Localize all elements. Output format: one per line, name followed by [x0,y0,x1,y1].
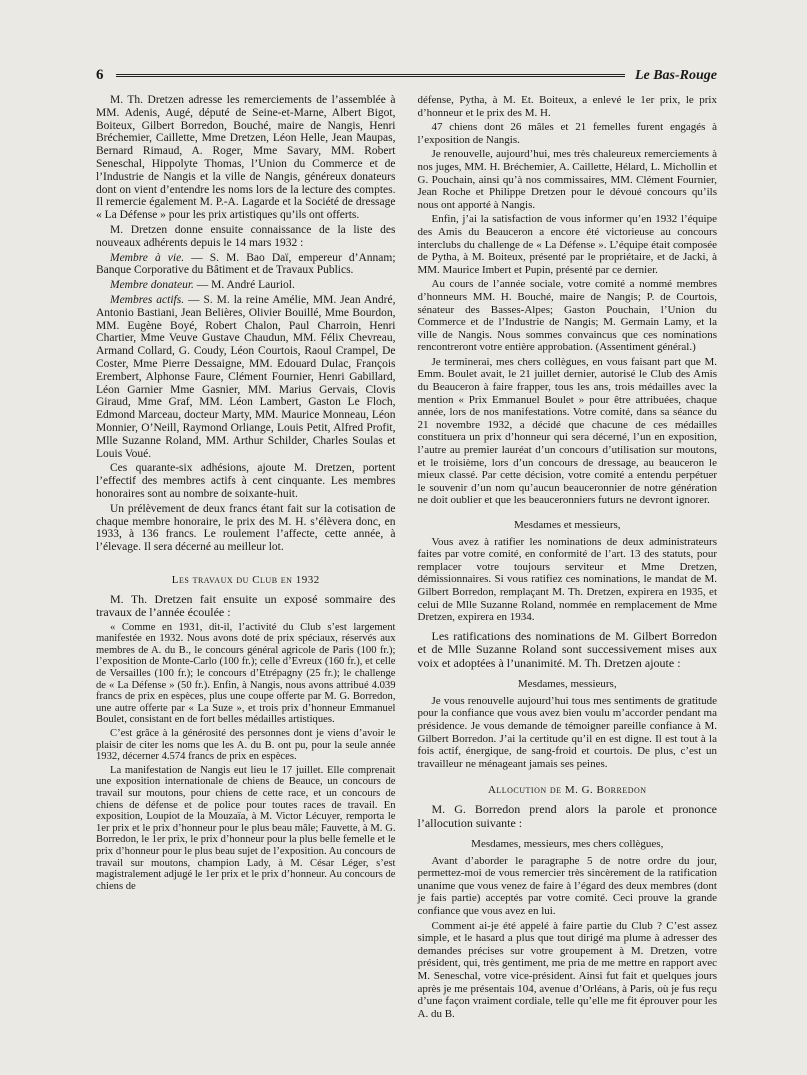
member-list: — S. M. la reine Amélie, MM. Jean André, Antonio Bastiani, Jean Belières, Olivier Bouillé, Mme Bourdon, MM. Eugène Boyé, Robert Chalon, Paul Charroin, Henri Chartier, Mme Veuve Gustave Chaudun, MM. Félix Chevreau, Armand Collard, G. Coudy, Léon Courtois, Raoul Crampel, De Coster, Mme Pierre Dessaigne, MM. Edouard Dulac, François Erembert, Alphonse Faure, Clément Fournier, Henri Gabillard, Léon Garnier Mme Gasnier, MM. Marius Gervais, Clovis Giraud, Mme Graf, MM. Léon Lambert, Gaston Le Floch, Edmond Marceau, docteur Marty, MM. Maurice Monneau, Léon Monnier, O’Neill, Raymond Orliange, Louis Petit, Alfred Profit, Mlle Suzanne Roland, MM. Arthur Schilder, Charles Soulas et Louis Voué. [96,293,396,460]
paragraph: Je vous renouvelle aujourd’hui tous mes sentiments de gratitude pour la confiance que vous avez bien voulu m’accorder pendant ma présidence. Je vous demande de témoigner pareille confiance à M. Gilbert Borredon. J’ai la certitude qu’il en est digne. Il est tout à la fois actif, énergique, de sang-froid et courtois. De plus, c’est un travailleur ne ménageant jamais ses peines. [417,694,717,770]
paragraph [96,279,396,292]
member-category: Membre à vie. [110,251,185,264]
paragraph: « Comme en 1931, dit-il, l’activité du Club s’est largement manifestée en 1932. Nous avons doté de prix spéciaux, réservés aux membres de A. du B., le concours général agricole de Paris (100 fr.); l’exposition de Monte-Carlo (100 fr.); celle d’Evreux (160 fr.), et celle de Versailles (100 fr.); le concours d’Etrépagny (25 fr.); le challenge de « La Défense » (50 fr.). Enfin, à Nangis, nous avons attribué 4.039 francs de prix en espèces, plus une coupe offerte par M. G. Borredon, une autre offerte par « La Suze », et trois prix d’honneur Emmanuel Boulet, consistant en de fort belles médailles artistiques. [96,621,396,726]
paragraph: Les ratifications des nominations de M. Gilbert Borredon et de Mlle Suzanne Roland sont successivement mises aux voix et adoptées à l’unanimité. M. Th. Dretzen ajoute : [417,628,717,670]
paragraph: Avant d’aborder le paragraphe 5 de notre ordre du jour, permettez-moi de vous remercier très sincèrement de la ratification unanime que vous venez de faire à l’égard des deux membres (dont je fais partie) acceptés par votre comité. Ceci prouve la grande confiance que vous avez en lui. [417,854,717,917]
paragraph: Je terminerai, mes chers collègues, en vous faisant part que M. Emm. Boulet avait, le 21 juillet dernier, autorisé le Club des Amis du Beauceron à faire frapper, tous les ans, trois médailles avec la mention « Prix Emmanuel Boulet » pour être attribuées, chaque année, lors de nos manifestations. Votre comité, dans sa séance du 21 novembre 1932, a décidé que chacune de ces médailles constituera un prix d’honneur qui sera décerné, l’un en exposition, l’autre au premier lauréat d’un concours d’utilisation sur moutons, et le troisième, lors d’un concours de dressage, au beauceron le mieux classé. Par cette décision, votre comité a entendu perpétuer le souvenir d’un nom qu’aucun beauceronnier de notre génération ne doit oublier et que les beauceronniers futurs ne devront ignorer. [417,355,717,507]
text-columns [96,94,717,1022]
member-list: — S. M. Bao Daï, empereur d’Annam; Banque Corporative du Bâtiment et de Travaux Publics. [96,251,396,277]
salutation: Mesdames et messieurs, [513,519,621,531]
paragraph: Enfin, j’ai la satisfaction de vous informer qu’en 1932 l’équipe des Amis du Beauceron a encore été victorieuse au concours interclubs du challenge de « La Défense ». L’équipe était composée de Pytha, à M. Boiteux, présenté par le propriétaire, et de Jacki, à MM. Maurice Imbert et Pupin, présenté par ce dernier. [417,213,717,276]
member-category: Membre donateur. [110,279,194,292]
page-header [96,64,717,84]
paragraph: Un prélèvement de deux francs étant fait sur la cotisation de chaque membre honoraire, le prix des M. H. s’élèvera donc, en 1933, à 136 francs. Le roulement l’affecte, cette année, à l’élevage. Il sera décerné au meilleur lot. [96,502,396,554]
paragraph: M. Dretzen donne ensuite connaissance de la liste des nouveaux adhérents depuis le 14 mars 1932 : [96,223,396,249]
paragraph: 47 chiens dont 26 mâles et 21 femelles furent engagés à l’exposition de Nangis. [417,121,717,146]
paragraph: C’est grâce à la générosité des personnes dont je viens d’avoir le plaisir de citer les noms que les A. du B. ont pu, pour la seule année 1932, décerner 4.574 francs de prix en espèces. [96,728,396,763]
paragraph: défense, Pytha, à M. Et. Boiteux, a enlevé le 1er prix, le prix d’honneur et le prix des M. H. [417,94,717,119]
member-category: Membres actifs. [110,293,185,306]
paragraph: Ces quarante-six adhésions, ajoute M. Dretzen, portent l’effectif des membres actifs à cent cinquante. Les membres honoraires sont au nombre de soixante-huit. [96,462,396,500]
paragraph: M. Th. Dretzen fait ensuite un exposé sommaire des travaux de l’année écoulée : [96,591,396,620]
paragraph: M. Th. Dretzen adresse les remerciements de l’assemblée à MM. Adenis, Augé, député de Seine-et-Marne, Albert Bigot, Boiteux, Gilbert Borredon, Bouché, maire de Nangis, Henri Bréchemier, Caillette, Mme Dretzen, Léon Helle, Jean Maupas, Bernard Rimaud, A. Roger, Mme Savary, MM. Robert Seneschal, Hippolyte Thomas, l’Union du Commerce et de l’Industrie de Nangis et la ville de Nangis, généreux donateurs dont on vient d’entendre les noms lors de la lecture des comptes. Il remercie également M. P.-A. Lagarde et la Société de dressage « La Défense » pour les prix artistiques qu’ils ont offerts. [96,94,396,222]
paragraph: M. G. Borredon prend alors la parole et prononce l’allocution suivante : [417,802,717,830]
paragraph: Comment ai-je été appelé à faire partie du Club ? C’est assez simple, et le hasard a plus que tout dirigé ma plume à adresser des demandes précises sur votre groupement à M. Dretzen, votre président, qui, très gentiment, me pria de me mettre en rapport avec M. Seneschal, votre vice-président. Ainsi fut fait et quelques jours après je me présentais 104, avenue d’Orléans, à Paris, où je fus reçu d’une façon vraiment cordiale, telle qu’elle me fit éprouver pour les A. du B. [417,919,717,1020]
header-rule [116,74,625,79]
paragraph [96,294,396,460]
section-title: Les travaux du Club en 1932 [171,573,320,586]
journal-title: Le Bas-Rouge [634,68,717,83]
paragraph: Je renouvelle, aujourd’hui, mes très chaleureux remerciements à nos juges, MM. H. Bréchemier, A. Caillette, Hélard, L. Michollin et G. Pouchain, ainsi qu’à nos commissaires, MM. Clément Fournier, Jean Roche et Philippe Dretzen pour le dévoué concours qu’ils nous ont apporté à Nangis. [417,148,717,211]
salutation: Mesdames, messieurs, mes chers collègues, [471,838,664,850]
paragraph: Au cours de l’année sociale, votre comité a nommé membres d’honneurs MM. H. Bouché, maire de Nangis; P. de Courtois, sénateur des Basses-Alpes; Gaston Pouchain, l’Union du Commerce et de l’Industrie de Nangis; M. Germain Lamy, et la ville de Nangis. Nous sommes convaincus que ces nominations rencontreront votre entière approbation. (Assentiment général.) [417,278,717,354]
section-title: Allocution de M. G. Borredon [487,784,647,797]
paragraph: Vous avez à ratifier les nominations de deux administrateurs faites par votre comité, en conformité de l’art. 13 des statuts, pour remplacer votre toujours serviteur et Mme Dretzen, démissionnaires. Si vous ratifiez ces nominations, le mandat de M. Gilbert Borredon, remplaçant M. Th. Dretzen, expirera en 1935, et celui de Mlle Suzanne Roland, nommée en remplacement de Mme Dretzen, expirera en 1934. [417,535,717,624]
paragraph [96,252,396,278]
left-column [96,94,396,1022]
member-list: — M. André Lauriol. [193,279,295,292]
salutation: Mesdames, messieurs, [517,678,617,691]
right-column [418,94,718,1022]
page-number: 6 [96,67,104,83]
paragraph: La manifestation de Nangis eut lieu le 17 juillet. Elle comprenait une exposition internationale de chiens de Beauce, un concours de travail sur moutons, pour chiens de cette race, et un concours de chiens de défense et de police pour toutes races de travail. En exposition, Loupiot de la Mouzaïa, à M. Victor Lécuyer, remporta le 1er prix et le prix d’honneur pour le plus beau mâle; Fauvette, à M. G. Borredon, le 1er prix, le prix d’honneur pour la plus belle femelle et le prix d’honneur pour le plus beau sujet de l’exposition. Au concours de travail sur moutons, champion Lady, à M. César Léger, s’est magistralement adjugé le 1er prix et le prix d’honneur. Au concours de chiens de [96,764,396,892]
